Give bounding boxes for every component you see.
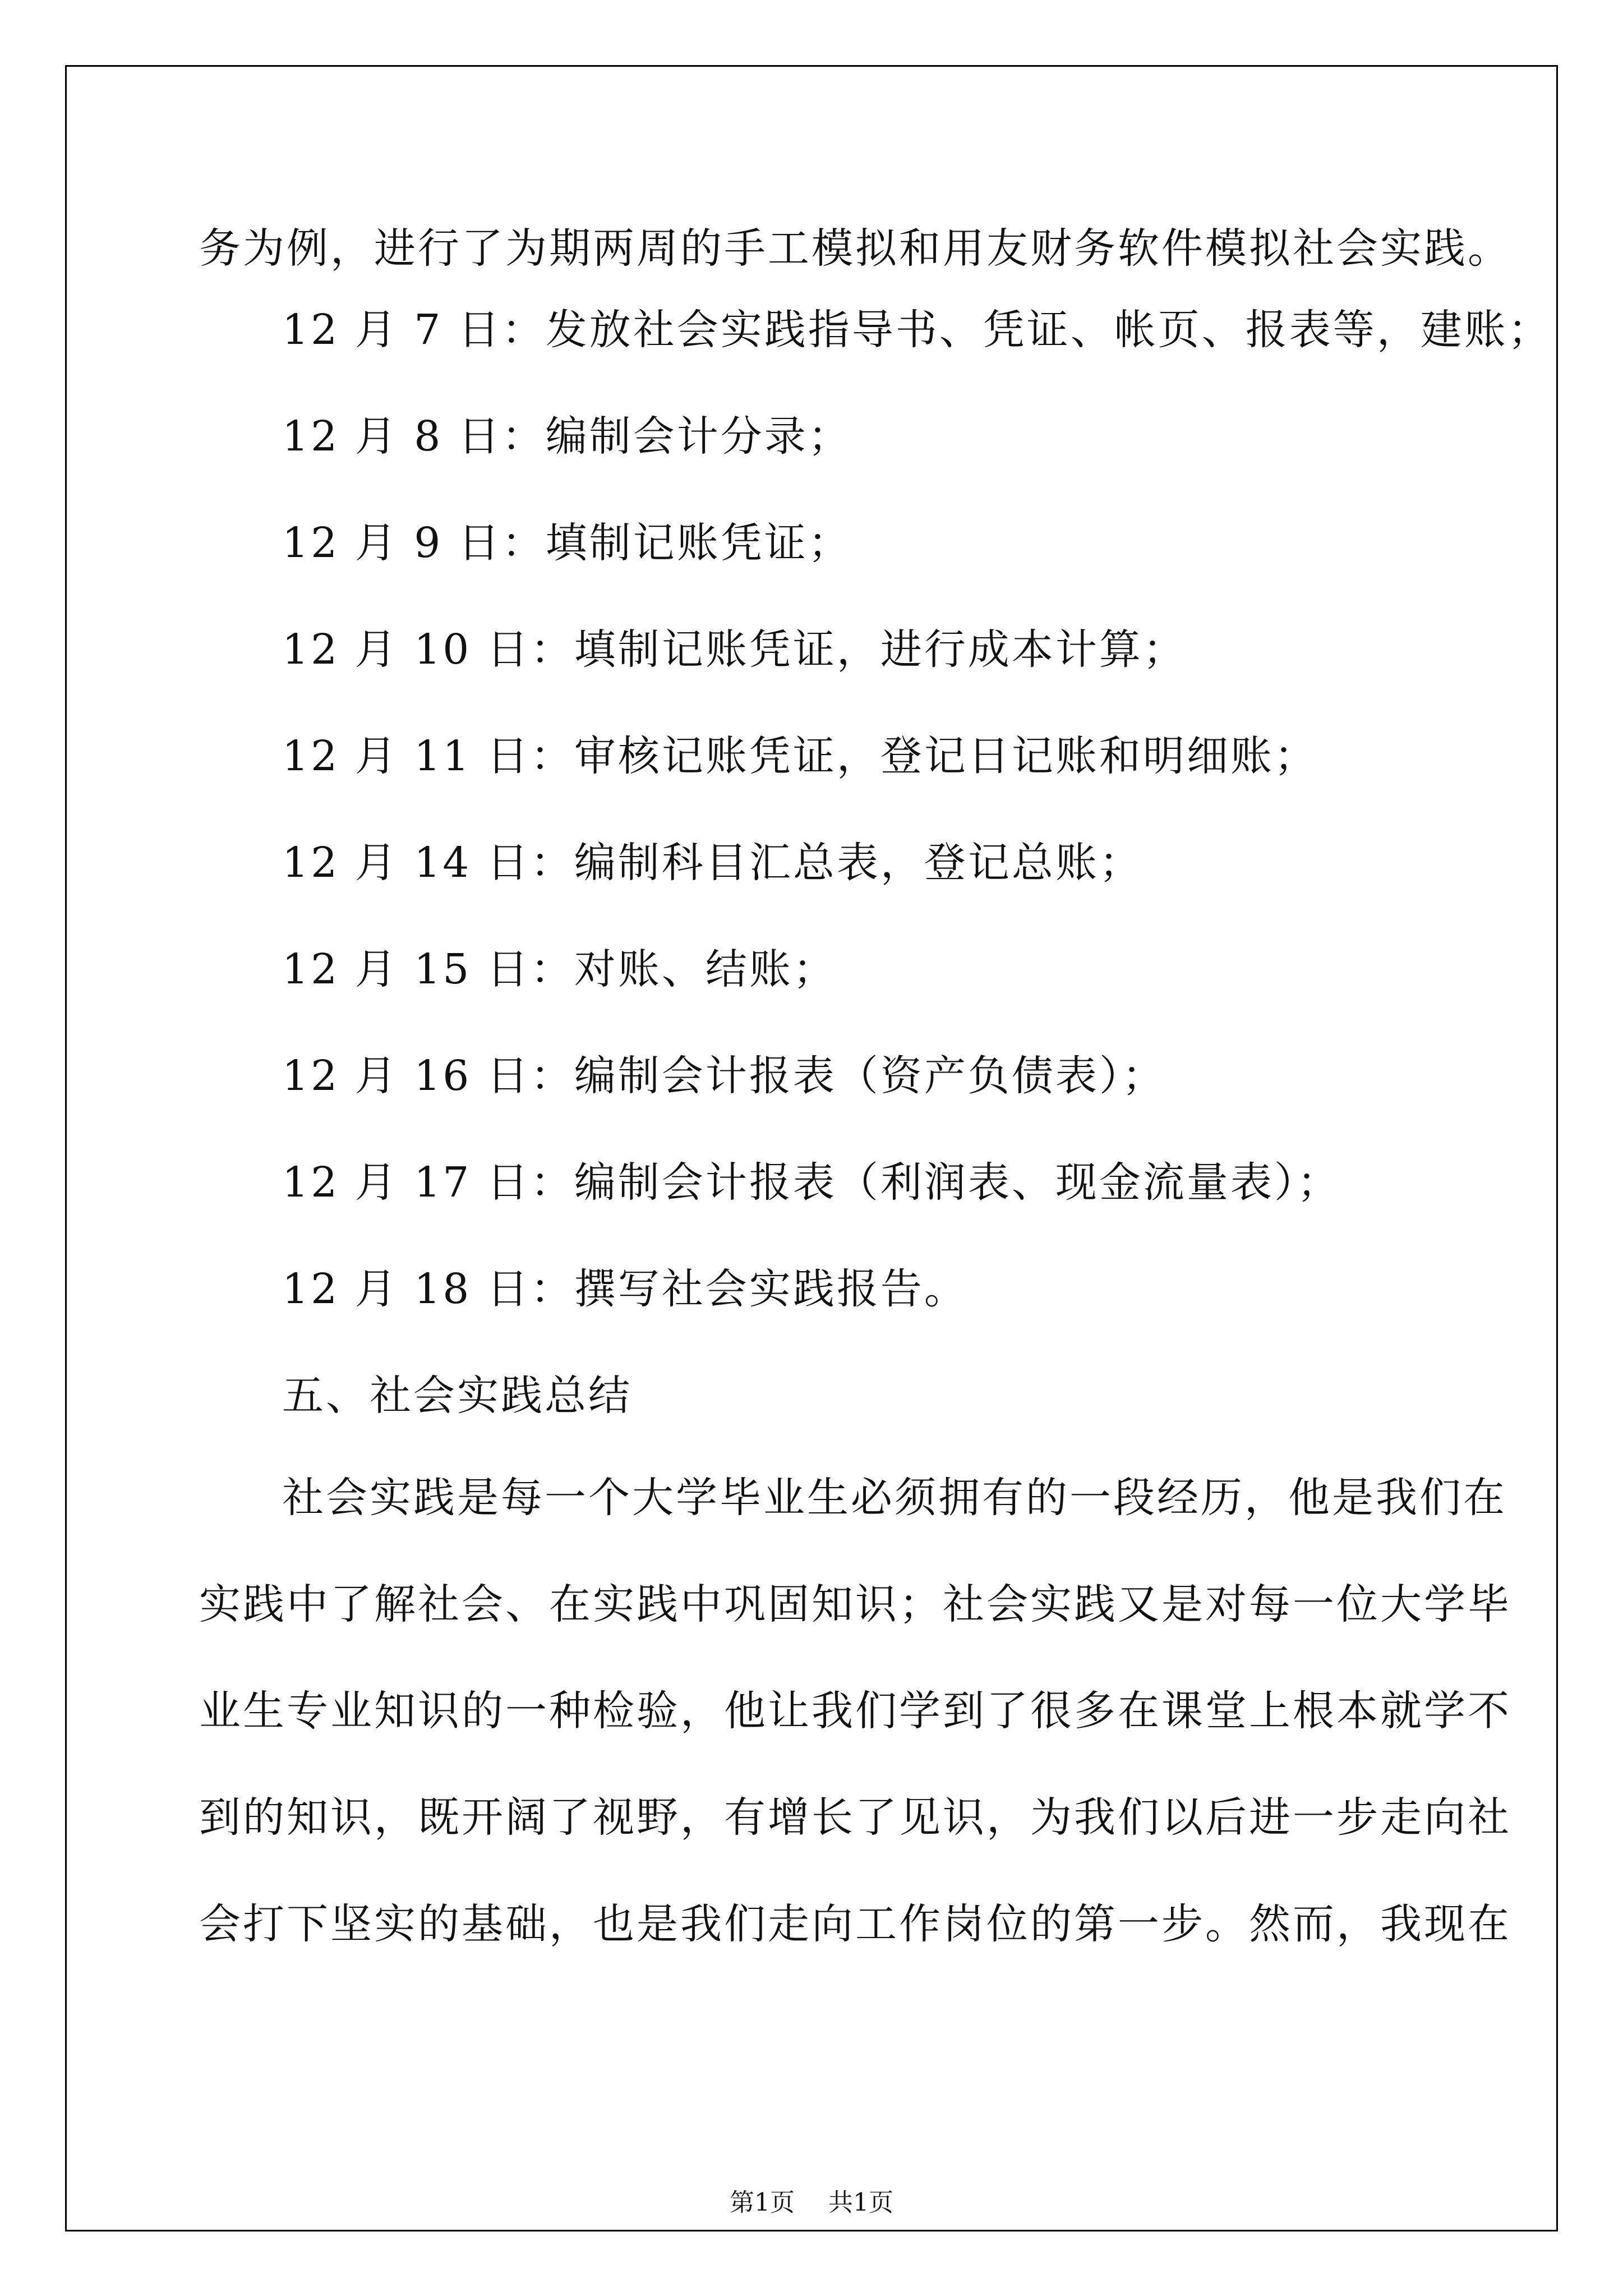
summary-paragraph	[199, 1444, 1511, 1977]
page-number-total: 共1页	[828, 2188, 893, 2217]
schedule-item-dec-14: 12 月 14 日：编制科目汇总表，登记总账；	[282, 839, 1143, 887]
summary-line-3: 业生专业知识的一种检验，他让我们学到了很多在课堂上根本就学不	[199, 1687, 1511, 1735]
schedule-item-dec-8: 12 月 8 日：编制会计分录；	[282, 412, 852, 461]
schedule-item-dec-17: 12 月 17 日：编制会计报表（利润表、现金流量表）；	[282, 1158, 1341, 1207]
schedule-item-dec-10: 12 月 10 日：填制记账凭证，进行成本计算；	[282, 625, 1187, 674]
page-footer	[0, 2182, 1623, 2218]
schedule-item-dec-9: 12 月 9 日：填制记账凭证；	[282, 519, 852, 567]
summary-line-5: 会打下坚实的基础，也是我们走向工作岗位的第一步。然而，我现在	[199, 1900, 1511, 1948]
schedule-item-dec-18: 12 月 18 日：撰写社会实践报告。	[282, 1265, 968, 1313]
schedule-item-dec-7: 12 月 7 日：发放社会实践指导书、凭证、帐页、报表等，建账；	[282, 306, 1552, 354]
summary-line-2: 实践中了解社会、在实践中巩固知识；社会实践又是对每一位大学毕	[199, 1580, 1511, 1628]
intro-line: 务为例，进行了为期两周的手工模拟和用友财务软件模拟社会实践。	[199, 224, 1511, 273]
summary-line-1: 社会实践是每一个大学毕业生必须拥有的一段经历，他是我们在	[282, 1474, 1507, 1522]
schedule-item-dec-11: 12 月 11 日：审核记账凭证，登记日记账和明细账；	[282, 732, 1318, 780]
section-heading: 五、社会实践总结	[282, 1372, 632, 1420]
schedule-item-dec-16: 12 月 16 日：编制会计报表（资产负债表）；	[282, 1052, 1166, 1100]
schedule-item-dec-15: 12 月 15 日：对账、结账；	[282, 945, 837, 993]
page-number-current: 第1页	[730, 2188, 795, 2217]
summary-line-4: 到的知识，既开阔了视野，有增长了见识，为我们以后进一步走向社	[199, 1793, 1511, 1842]
